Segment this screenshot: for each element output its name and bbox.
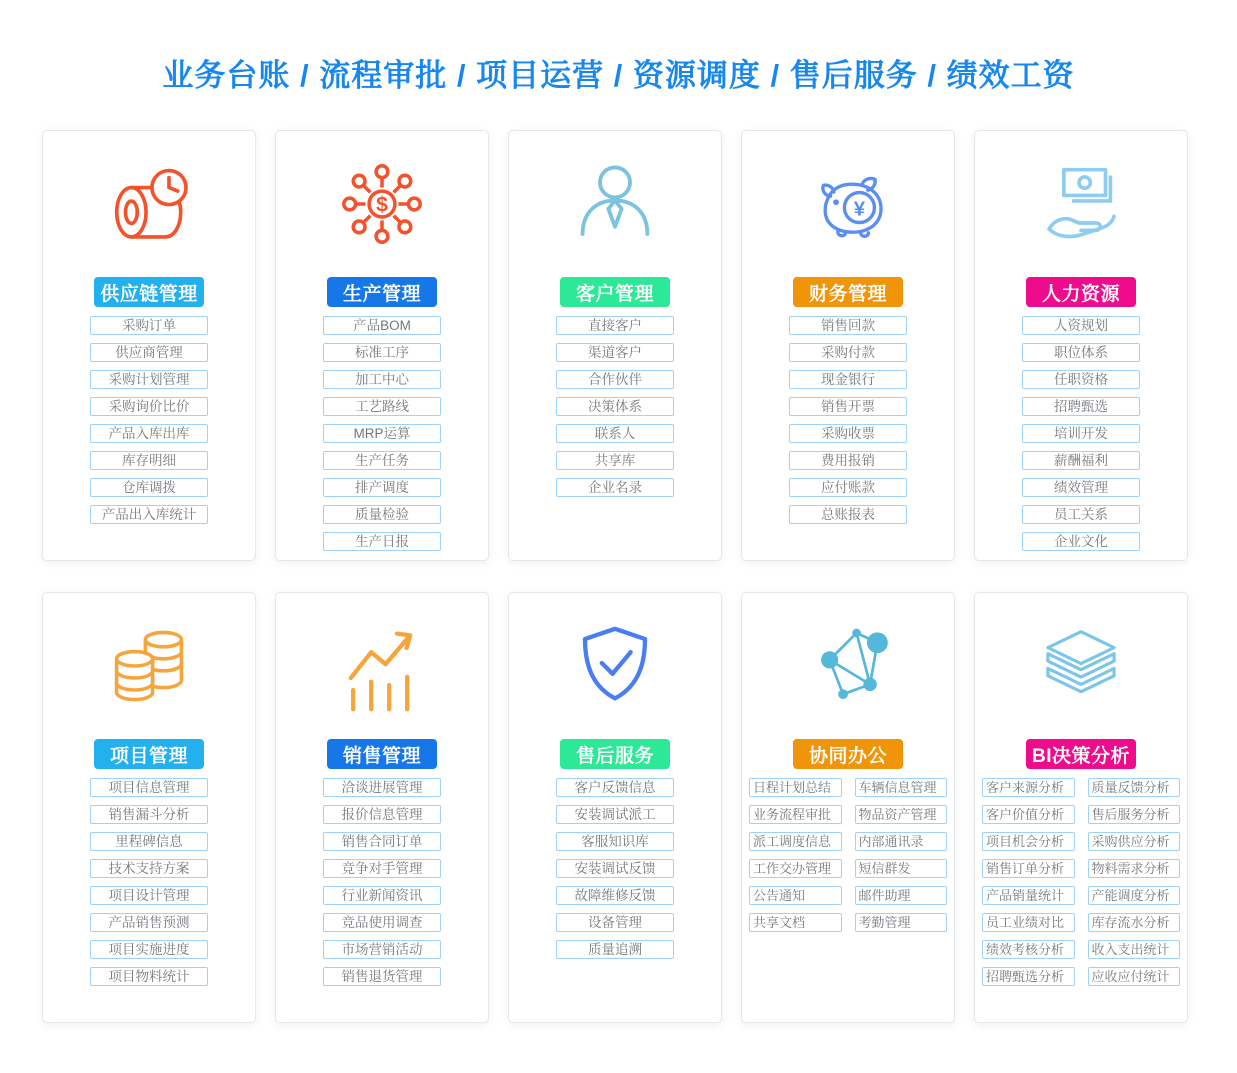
feature-item-supply-chain-7[interactable]: 产品出入库统计 (90, 505, 208, 524)
feature-item-bi-analysis-8[interactable]: 质量反馈分析 (1088, 778, 1181, 797)
feature-item-customer-1[interactable]: 渠道客户 (556, 343, 674, 362)
feature-item-finance-0[interactable]: 销售回款 (789, 316, 907, 335)
feature-item-production-6[interactable]: 排产调度 (323, 478, 441, 497)
feature-item-bi-analysis-3[interactable]: 销售订单分析 (982, 859, 1075, 878)
feature-item-sales-3[interactable]: 竞争对手管理 (323, 859, 441, 878)
chart-up-icon (334, 618, 430, 714)
feature-item-hr-4[interactable]: 培训开发 (1022, 424, 1140, 443)
feature-item-after-sales-2[interactable]: 客服知识库 (556, 832, 674, 851)
svg-text:¥: ¥ (853, 198, 866, 221)
feature-item-list (556, 316, 674, 497)
feature-item-customer-6[interactable]: 企业名录 (556, 478, 674, 497)
feature-item-sales-1[interactable]: 报价信息管理 (323, 805, 441, 824)
card-after-sales (508, 592, 722, 1023)
network-dollar-icon (335, 157, 429, 251)
card-title-badge-customer[interactable]: 客户管理 (560, 277, 670, 307)
feature-item-bi-analysis-6[interactable]: 绩效考核分析 (982, 940, 1075, 959)
feature-item-collaboration-11[interactable]: 考勤管理 (855, 913, 948, 932)
card-title-badge-bi-analysis[interactable]: BI决策分析 (1026, 739, 1136, 769)
stacked-layers-icon (1032, 617, 1130, 715)
feature-item-production-2[interactable]: 加工中心 (323, 370, 441, 389)
feature-item-customer-2[interactable]: 合作伙伴 (556, 370, 674, 389)
feature-item-supply-chain-6[interactable]: 仓库调拨 (90, 478, 208, 497)
feature-item-bi-analysis-4[interactable]: 产品销量统计 (982, 886, 1075, 905)
page-title: 业务台账 / 流程审批 / 项目运营 / 资源调度 / 售后服务 / 绩效工资 (162, 58, 1075, 93)
feature-item-production-8[interactable]: 生产日报 (323, 532, 441, 551)
feature-item-after-sales-4[interactable]: 故障维修反馈 (556, 886, 674, 905)
feature-item-project-2[interactable]: 里程碑信息 (90, 832, 208, 851)
feature-item-sales-7[interactable]: 销售退货管理 (323, 967, 441, 986)
feature-item-project-1[interactable]: 销售漏斗分析 (90, 805, 208, 824)
feature-item-collaboration-0[interactable]: 日程计划总结 (749, 778, 842, 797)
feature-item-finance-1[interactable]: 采购付款 (789, 343, 907, 362)
card-icon-wrap (43, 593, 255, 739)
feature-item-hr-2[interactable]: 任职资格 (1022, 370, 1140, 389)
feature-item-finance-7[interactable]: 总账报表 (789, 505, 907, 524)
feature-item-hr-5[interactable]: 薪酬福利 (1022, 451, 1140, 470)
card-supply-chain (42, 130, 256, 561)
feature-item-production-4[interactable]: MRP运算 (323, 424, 441, 443)
feature-item-sales-0[interactable]: 洽谈进展管理 (323, 778, 441, 797)
feature-item-bi-analysis-11[interactable]: 物料需求分析 (1088, 859, 1181, 878)
feature-item-bi-analysis-0[interactable]: 客户来源分析 (982, 778, 1075, 797)
svg-text:$: $ (376, 193, 388, 217)
feature-item-finance-5[interactable]: 费用报销 (789, 451, 907, 470)
feature-item-finance-6[interactable]: 应付账款 (789, 478, 907, 497)
card-icon-wrap (975, 131, 1187, 277)
feature-item-list (323, 778, 441, 986)
card-icon-wrap (43, 131, 255, 277)
feature-item-list (982, 778, 1180, 986)
feature-item-collaboration-4[interactable]: 公告通知 (749, 886, 842, 905)
feature-item-hr-1[interactable]: 职位体系 (1022, 343, 1140, 362)
card-title-badge-sales[interactable]: 销售管理 (327, 739, 437, 769)
feature-item-bi-analysis-12[interactable]: 产能调度分析 (1088, 886, 1181, 905)
card-project (42, 592, 256, 1023)
feature-item-sales-5[interactable]: 竞品使用调查 (323, 913, 441, 932)
hand-money-icon (1032, 155, 1130, 253)
card-icon-wrap (509, 593, 721, 739)
feature-item-supply-chain-5[interactable]: 库存明细 (90, 451, 208, 470)
feature-item-after-sales-6[interactable]: 质量追溯 (556, 940, 674, 959)
feature-item-supply-chain-3[interactable]: 采购询价比价 (90, 397, 208, 416)
feature-item-bi-analysis-15[interactable]: 应收应付统计 (1088, 967, 1181, 986)
card-bi-analysis (974, 592, 1188, 1023)
card-icon-wrap (276, 593, 488, 739)
feature-item-bi-analysis-1[interactable]: 客户价值分析 (982, 805, 1075, 824)
card-icon-wrap (742, 593, 954, 739)
feature-item-project-0[interactable]: 项目信息管理 (90, 778, 208, 797)
feature-item-supply-chain-4[interactable]: 产品入库出库 (90, 424, 208, 443)
card-title-badge-supply-chain[interactable]: 供应链管理 (94, 277, 204, 307)
feature-item-hr-7[interactable]: 员工关系 (1022, 505, 1140, 524)
feature-item-project-4[interactable]: 项目设计管理 (90, 886, 208, 905)
feature-item-list (789, 316, 907, 524)
feature-item-production-7[interactable]: 质量检验 (323, 505, 441, 524)
feature-item-collaboration-8[interactable]: 内部通讯录 (855, 832, 948, 851)
feature-item-bi-analysis-10[interactable]: 采购供应分析 (1088, 832, 1181, 851)
feature-item-collaboration-10[interactable]: 邮件助理 (855, 886, 948, 905)
feature-item-list (90, 778, 208, 986)
feature-item-after-sales-1[interactable]: 安装调试派工 (556, 805, 674, 824)
feature-item-customer-3[interactable]: 决策体系 (556, 397, 674, 416)
shield-check-icon (567, 618, 663, 714)
coin-stacks-icon (101, 618, 197, 714)
feature-item-bi-analysis-9[interactable]: 售后服务分析 (1088, 805, 1181, 824)
feature-item-hr-8[interactable]: 企业文化 (1022, 532, 1140, 551)
network-nodes-icon (799, 617, 897, 715)
feature-item-project-5[interactable]: 产品销售预测 (90, 913, 208, 932)
card-finance (741, 130, 955, 561)
paper-roll-clock-icon (102, 157, 196, 251)
feature-item-after-sales-3[interactable]: 安装调试反馈 (556, 859, 674, 878)
person-tie-icon (567, 156, 663, 252)
card-production (275, 130, 489, 561)
piggy-bank-icon (798, 156, 898, 252)
feature-item-list (556, 778, 674, 959)
card-customer (508, 130, 722, 561)
feature-item-supply-chain-2[interactable]: 采购计划管理 (90, 370, 208, 389)
card-title-badge-hr[interactable]: 人力资源 (1026, 277, 1136, 307)
feature-item-list (749, 778, 947, 932)
feature-item-customer-4[interactable]: 联系人 (556, 424, 674, 443)
feature-item-list (90, 316, 208, 524)
feature-item-after-sales-5[interactable]: 设备管理 (556, 913, 674, 932)
feature-item-finance-4[interactable]: 采购收票 (789, 424, 907, 443)
module-cards-grid (42, 130, 1188, 1023)
card-title-badge-after-sales[interactable]: 售后服务 (560, 739, 670, 769)
feature-item-production-1[interactable]: 标准工序 (323, 343, 441, 362)
feature-item-collaboration-6[interactable]: 车辆信息管理 (855, 778, 948, 797)
feature-item-collaboration-5[interactable]: 共享文档 (749, 913, 842, 932)
feature-item-project-3[interactable]: 技术支持方案 (90, 859, 208, 878)
card-icon-wrap (509, 131, 721, 277)
feature-item-sales-6[interactable]: 市场营销活动 (323, 940, 441, 959)
feature-item-finance-2[interactable]: 现金银行 (789, 370, 907, 389)
feature-item-sales-4[interactable]: 行业新闻资讯 (323, 886, 441, 905)
feature-item-hr-0[interactable]: 人资规划 (1022, 316, 1140, 335)
card-title-badge-collaboration[interactable]: 协同办公 (793, 739, 903, 769)
feature-item-supply-chain-1[interactable]: 供应商管理 (90, 343, 208, 362)
feature-item-list (323, 316, 441, 551)
card-hr (974, 130, 1188, 561)
feature-item-production-3[interactable]: 工艺路线 (323, 397, 441, 416)
feature-item-supply-chain-0[interactable]: 采购订单 (90, 316, 208, 335)
card-collaboration (741, 592, 955, 1023)
feature-item-collaboration-1[interactable]: 业务流程审批 (749, 805, 842, 824)
feature-item-bi-analysis-5[interactable]: 员工业绩对比 (982, 913, 1075, 932)
card-title-badge-production[interactable]: 生产管理 (327, 277, 437, 307)
feature-item-collaboration-2[interactable]: 派工调度信息 (749, 832, 842, 851)
feature-item-collaboration-7[interactable]: 物品资产管理 (855, 805, 948, 824)
feature-item-after-sales-0[interactable]: 客户反馈信息 (556, 778, 674, 797)
feature-item-project-7[interactable]: 项目物料统计 (90, 967, 208, 986)
card-icon-wrap (742, 131, 954, 277)
feature-item-bi-analysis-13[interactable]: 库存流水分析 (1088, 913, 1181, 932)
feature-item-production-0[interactable]: 产品BOM (323, 316, 441, 335)
card-title-badge-finance[interactable]: 财务管理 (793, 277, 903, 307)
feature-item-sales-2[interactable]: 销售合同订单 (323, 832, 441, 851)
feature-item-collaboration-9[interactable]: 短信群发 (855, 859, 948, 878)
feature-item-bi-analysis-2[interactable]: 项目机会分析 (982, 832, 1075, 851)
feature-item-customer-0[interactable]: 直接客户 (556, 316, 674, 335)
feature-item-bi-analysis-7[interactable]: 招聘甄选分析 (982, 967, 1075, 986)
feature-item-bi-analysis-14[interactable]: 收入支出统计 (1088, 940, 1181, 959)
feature-item-list (1022, 316, 1140, 551)
feature-item-collaboration-3[interactable]: 工作交办管理 (749, 859, 842, 878)
feature-item-hr-6[interactable]: 绩效管理 (1022, 478, 1140, 497)
feature-item-finance-3[interactable]: 销售开票 (789, 397, 907, 416)
card-sales (275, 592, 489, 1023)
feature-item-production-5[interactable]: 生产任务 (323, 451, 441, 470)
feature-item-project-6[interactable]: 项目实施进度 (90, 940, 208, 959)
card-icon-wrap (276, 131, 488, 277)
card-title-badge-project[interactable]: 项目管理 (94, 739, 204, 769)
feature-item-customer-5[interactable]: 共享库 (556, 451, 674, 470)
feature-item-hr-3[interactable]: 招聘甄选 (1022, 397, 1140, 416)
card-icon-wrap (975, 593, 1187, 739)
